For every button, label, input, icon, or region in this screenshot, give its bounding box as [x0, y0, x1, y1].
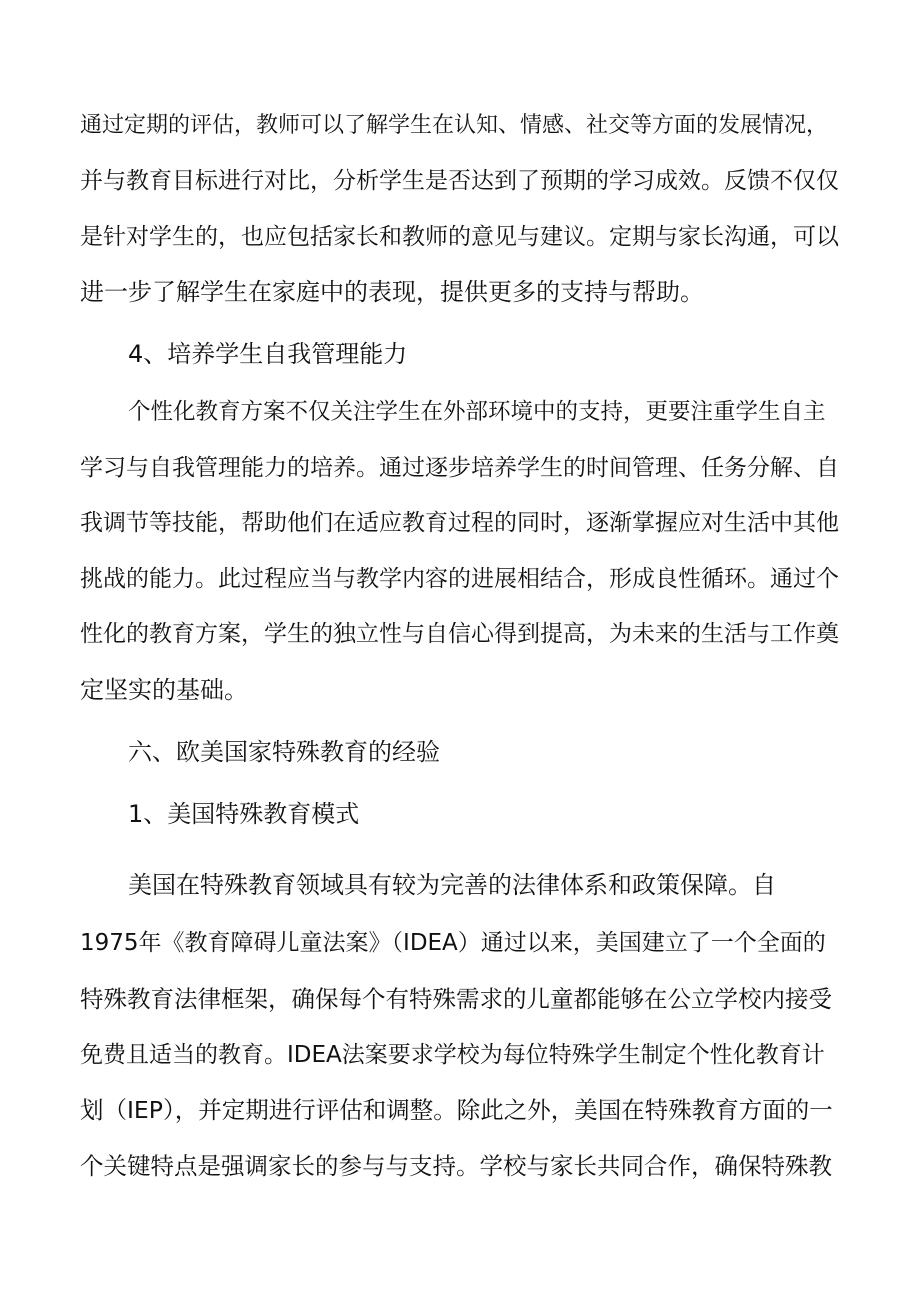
paragraph-3-line-4: 免费且适当的教育。IDEA法案要求学校为每位特殊学生制定个性化教育计: [80, 1042, 825, 1068]
paragraph-3-line-3: 特殊教育法律框架，确保每个有特殊需求的儿童都能够在公立学校内接受: [80, 985, 832, 1013]
section-heading-4: 4、培养学生自我管理能力: [128, 340, 408, 368]
paragraph-2-line-6: 定坚实的基础。: [80, 676, 248, 704]
section-heading-6: 六、欧美国家特殊教育的经验: [128, 738, 440, 766]
paragraph-2-line-1: 个性化教育方案不仅关注学生在外部环境中的支持，更要注重学生自主: [128, 399, 826, 425]
subsection-heading-1: 1、美国特殊教育模式: [128, 800, 360, 828]
paragraph-3-line-5: 划（IEP），并定期进行评估和调整。除此之外，美国在特殊教育方面的一: [80, 1096, 833, 1124]
paragraph-1-line-3: 是针对学生的，也应包括家长和教师的意见与建议。定期与家长沟通，可以: [80, 224, 839, 250]
paragraph-1-line-2: 并与教育目标进行对比，分析学生是否达到了预期的学习成效。反馈不仅仅: [80, 168, 839, 194]
paragraph-2-line-5: 性化的教育方案，学生的独立性与自信心得到提高，为未来的生活与工作奠: [80, 621, 839, 647]
paragraph-2-line-2: 学习与自我管理能力的培养。通过逐步培养学生的时间管理、任务分解、自: [80, 455, 839, 481]
paragraph-1-line-1: 通过定期的评估，教师可以了解学生在认知、情感、社交等方面的发展情况，: [80, 113, 829, 138]
paragraph-2-line-3: 我调节等技能，帮助他们在适应教育过程的同时，逐渐掌握应对生活中其他: [80, 510, 839, 536]
paragraph-3-line-1: 美国在特殊教育领域具有较为完善的法律体系和政策保障。自: [128, 871, 776, 899]
paragraph-2-line-4: 挑战的能力。此过程应当与教学内容的进展相结合，形成良性循环。通过个: [80, 566, 839, 592]
paragraph-1-line-4: 进一步了解学生在家庭中的表现，提供更多的支持与帮助。: [80, 278, 704, 306]
paragraph-3-line-2: 1975年《教育障碍儿童法案》（IDEA）通过以来，美国建立了一个全面的: [80, 930, 826, 956]
paragraph-3-line-6: 个关键特点是强调家长的参与与支持。学校与家长共同合作，确保特殊教: [80, 1152, 832, 1180]
